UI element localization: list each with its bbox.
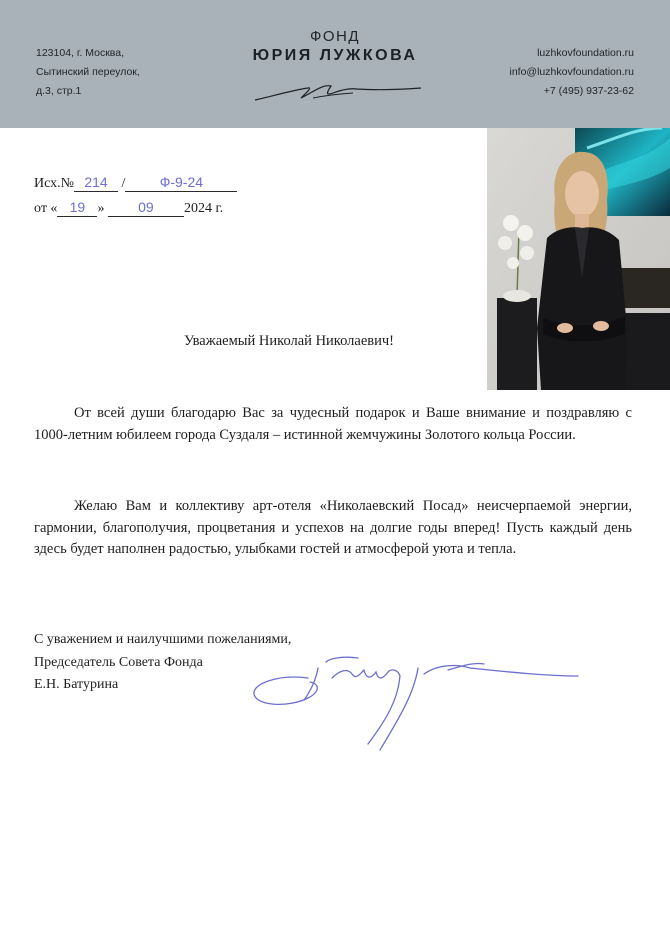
handwritten-signature-icon bbox=[248, 650, 588, 760]
portrait-photo bbox=[487, 128, 670, 390]
letterhead bbox=[0, 0, 670, 128]
closing-regards: С уважением и наилучшими пожеланиями, bbox=[34, 632, 292, 647]
address-line: Сытинский переулок, bbox=[36, 66, 140, 78]
logo-signature-icon bbox=[253, 76, 423, 106]
date-mid: » bbox=[97, 201, 105, 216]
foundation-contacts bbox=[434, 44, 634, 101]
outgoing-number-value: 214 bbox=[74, 173, 118, 192]
signer-name: Е.Н. Батурина bbox=[34, 677, 119, 692]
outgoing-number-label: Исх.№ bbox=[34, 176, 74, 191]
signer-title: Председатель Совета Фонда bbox=[34, 654, 203, 670]
salutation: Уважаемый Николай Николаевич! bbox=[184, 333, 395, 349]
outgoing-date-line bbox=[34, 198, 223, 218]
paragraph-thanks: От всей души благодарю Вас за чудесный подарок и Ваше внимание и поздравляю с 1000-летним юбилеем города Суздаля – истинной жемчужины Золотого кольца России. bbox=[34, 405, 632, 443]
date-prefix: от « bbox=[34, 201, 58, 216]
address-line: 123104, г. Москва, bbox=[36, 47, 125, 59]
logo-line-fund: ФОНД bbox=[309, 28, 361, 45]
contact-website: luzhkovfoundation.ru bbox=[537, 47, 634, 59]
logo-line-name: ЮРИЯ ЛУЖКОВА bbox=[252, 47, 418, 64]
outgoing-number-line bbox=[34, 173, 237, 193]
date-day-value: 19 bbox=[57, 198, 97, 217]
contact-email: info@luzhkovfoundation.ru bbox=[509, 66, 634, 78]
contact-phone: +7 (495) 937-23-62 bbox=[543, 85, 634, 97]
date-suffix: 2024 г. bbox=[183, 201, 224, 216]
outgoing-separator: / bbox=[121, 176, 126, 191]
address-line: д.3, стр.1 bbox=[36, 85, 82, 97]
date-month-value: 09 bbox=[108, 198, 184, 217]
paragraph-wishes: Желаю Вам и коллективу арт-отеля «Николаевский Посад» неисчерпаемой энергии, гармонии, благополучия, процветания и успехов на долгие годы вперед! Пусть каждый день здесь будет наполнен радостью, улыбками гостей и атмосферой уюта и тепла. bbox=[34, 498, 632, 557]
outgoing-code-value: Ф-9-24 bbox=[125, 173, 237, 192]
foundation-address bbox=[36, 44, 196, 101]
foundation-logo bbox=[235, 28, 435, 65]
